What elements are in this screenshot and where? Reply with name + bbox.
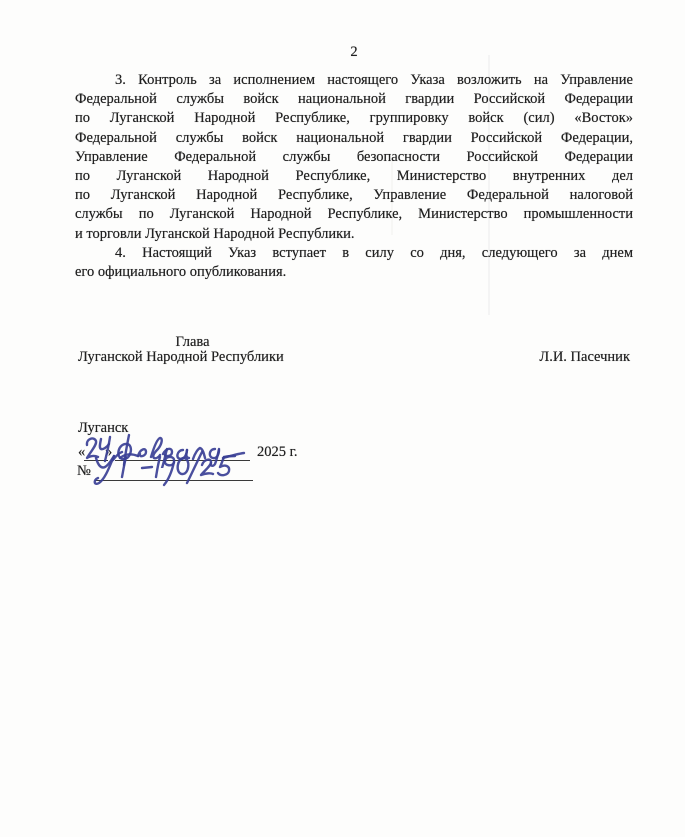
paragraph3-line: по Луганской Народной Республике, Управление Федеральной налоговой	[75, 187, 633, 204]
date-open-quote: «	[78, 444, 86, 460]
date-close-quote: »	[105, 444, 113, 460]
signatory-title-line2: Луганской Народной Республики	[78, 349, 284, 365]
paragraph3-line: Управление Федеральной службы безопасности Российской Федерации	[75, 148, 633, 165]
date-year: 2025 г.	[257, 444, 298, 460]
paragraph4-line: его официального опубликования.	[75, 263, 287, 280]
signatory-name: Л.И. Пасечник	[539, 349, 630, 365]
decree-body	[75, 71, 633, 282]
page-number: 2	[350, 44, 358, 60]
paragraph3-line: 3. Контроль за исполнением настоящего Указа возложить на Управление	[115, 72, 633, 88]
paragraph3-line: Федеральной службы войск национальной гвардии Российской Федерации	[75, 91, 633, 108]
signatory-title-line1: Глава	[175, 334, 210, 350]
issuance-city: Луганск	[78, 420, 129, 436]
paragraph3-line: Федеральной службы войск национальной гвардии Российской Федерации,	[75, 129, 633, 146]
paragraph3-line: службы по Луганской Народной Республике, Министерство промышленности	[75, 206, 633, 223]
document-number-label: №	[77, 463, 91, 479]
paragraph3-line: и торговли Луганской Народной Республики.	[75, 225, 355, 242]
paragraph4-line: 4. Настоящий Указ вступает в силу со дня, следующего за днем	[115, 244, 633, 261]
paragraph3-line: по Луганской Народной Республике, Министерство внутренних дел	[75, 167, 633, 184]
handwritten-number-ink	[90, 446, 260, 488]
paragraph3-line: по Луганской Народной Республике, группировку войск (сил) «Восток»	[75, 110, 633, 127]
